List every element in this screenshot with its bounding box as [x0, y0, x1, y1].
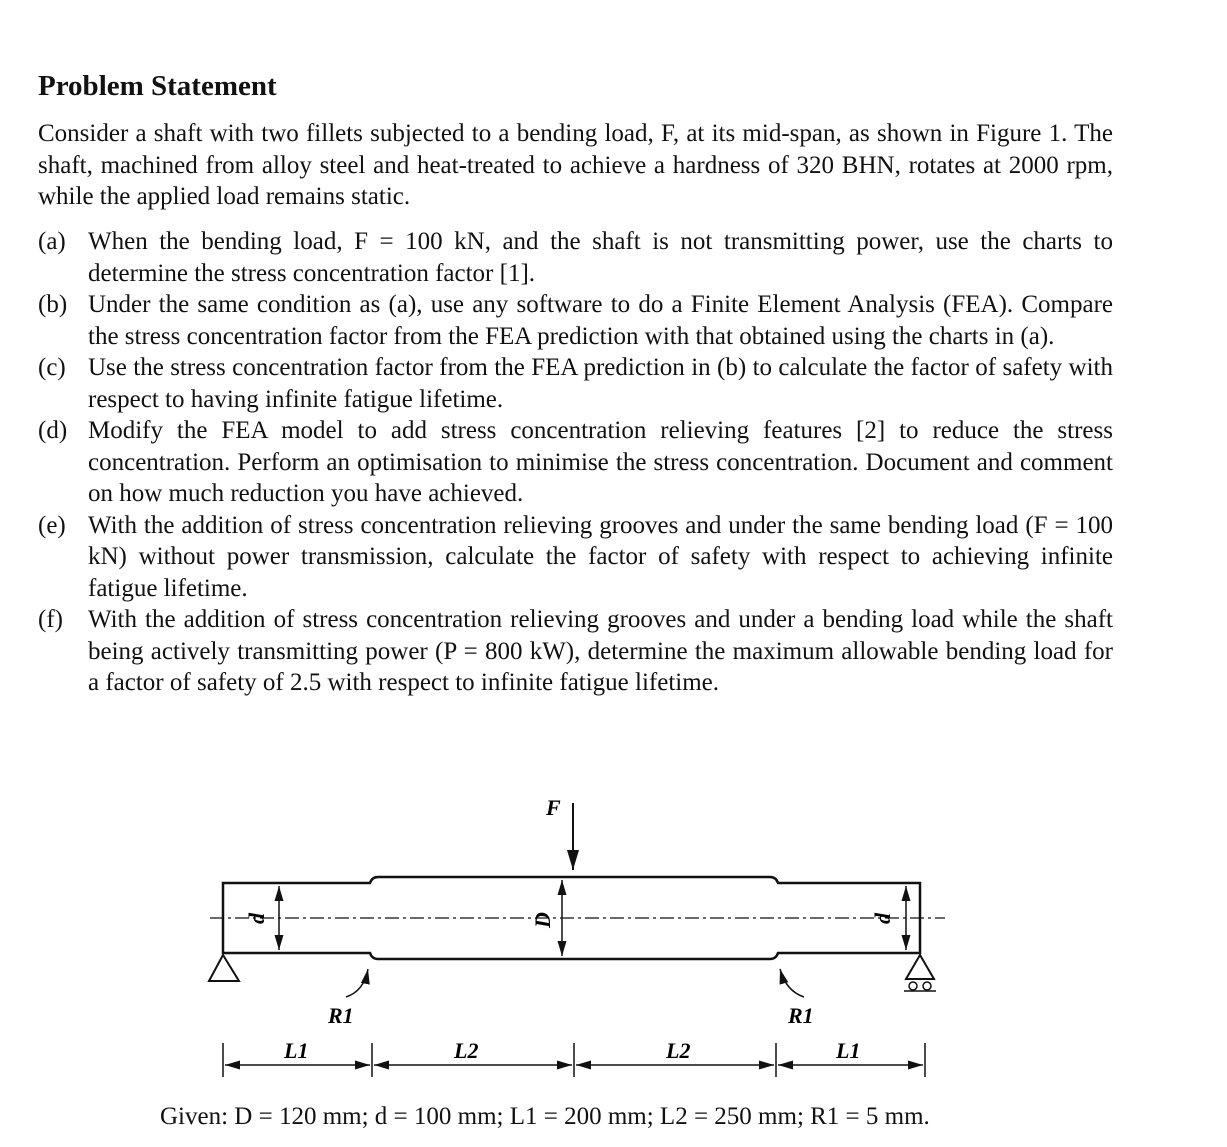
fillet-leader-right — [780, 969, 804, 997]
question-item — [38, 510, 1113, 605]
question-label: (e) — [38, 511, 66, 539]
question-label: (d) — [38, 417, 68, 444]
question-text: With the addition of stress concentration relieving grooves and under the same bending load (F = 100 kN) without power transmission, calculate the factor of safety with respect to achieving infinite fatigue lifetime. — [88, 511, 1113, 602]
pin-support-icon — [209, 955, 239, 981]
L1-label-left: L1 — [284, 1038, 309, 1063]
problem-title: Problem Statement — [38, 70, 277, 102]
question-item — [38, 604, 1113, 699]
question-label: (f) — [38, 606, 63, 633]
question-label: (c) — [38, 354, 66, 381]
question-text: With the addition of stress concentration relieving grooves and under a bending load while the shaft being actively transmitting power (P = 800 kW), determine the maximum allowable bending load for a factor of safety of 2.5 with respect to infinite fatigue lifetime. — [88, 606, 1113, 696]
R1-label-left: R1 — [328, 1003, 354, 1028]
R1-label-right: R1 — [788, 1003, 814, 1028]
question-text: Use the stress concentration factor from the FEA prediction in (b) to calculate the factor of safety with respect to having infinite fatigue lifetime. — [88, 354, 1113, 413]
d-label-right: d — [870, 913, 895, 924]
d-label-left: d — [244, 913, 269, 924]
intro-paragraph: Consider a shaft with two fillets subjected to a bending load, F, at its mid-span, as shown in Figure 1. The shaft, machined from alloy steel and heat-treated to achieve a hardness of 320 BHN, rotates at 2000 rpm, while the applied load remains static. — [38, 120, 1113, 210]
L2-label-right: L2 — [666, 1038, 691, 1063]
question-text: Modify the FEA model to add stress concentration relieving features [2] to reduce the stress concentration. Perform an optimisation to minimise the stress concentration. Document and comment on how much reduction you have achieved. — [88, 417, 1113, 507]
L1-label-right: L1 — [836, 1038, 861, 1063]
L2-label-left: L2 — [454, 1038, 479, 1063]
D-label: D — [530, 912, 555, 928]
question-item — [38, 415, 1113, 510]
question-label: (b) — [38, 291, 68, 318]
question-label: (a) — [38, 228, 66, 255]
question-item — [38, 289, 1113, 352]
question-item — [38, 352, 1113, 415]
fillet-leader-left — [346, 969, 368, 997]
roller-support-icon — [904, 955, 936, 991]
question-list — [38, 226, 1113, 699]
load-label: F — [546, 795, 561, 820]
question-item — [38, 226, 1113, 289]
shaft-figure — [150, 785, 970, 1095]
question-text: Under the same condition as (a), use any software to do a Finite Element Analysis (FEA). Compare the stress concentration factor from the FEA prediction with that obtained using the charts in (a). — [88, 291, 1113, 350]
given-values: Given: D = 120 mm; d = 100 mm; L1 = 200 mm; L2 = 250 mm; R1 = 5 mm. — [160, 1103, 930, 1130]
question-text: When the bending load, F = 100 kN, and the shaft is not transmitting power, use the charts to determine the stress concentration factor [1]. — [88, 228, 1113, 287]
